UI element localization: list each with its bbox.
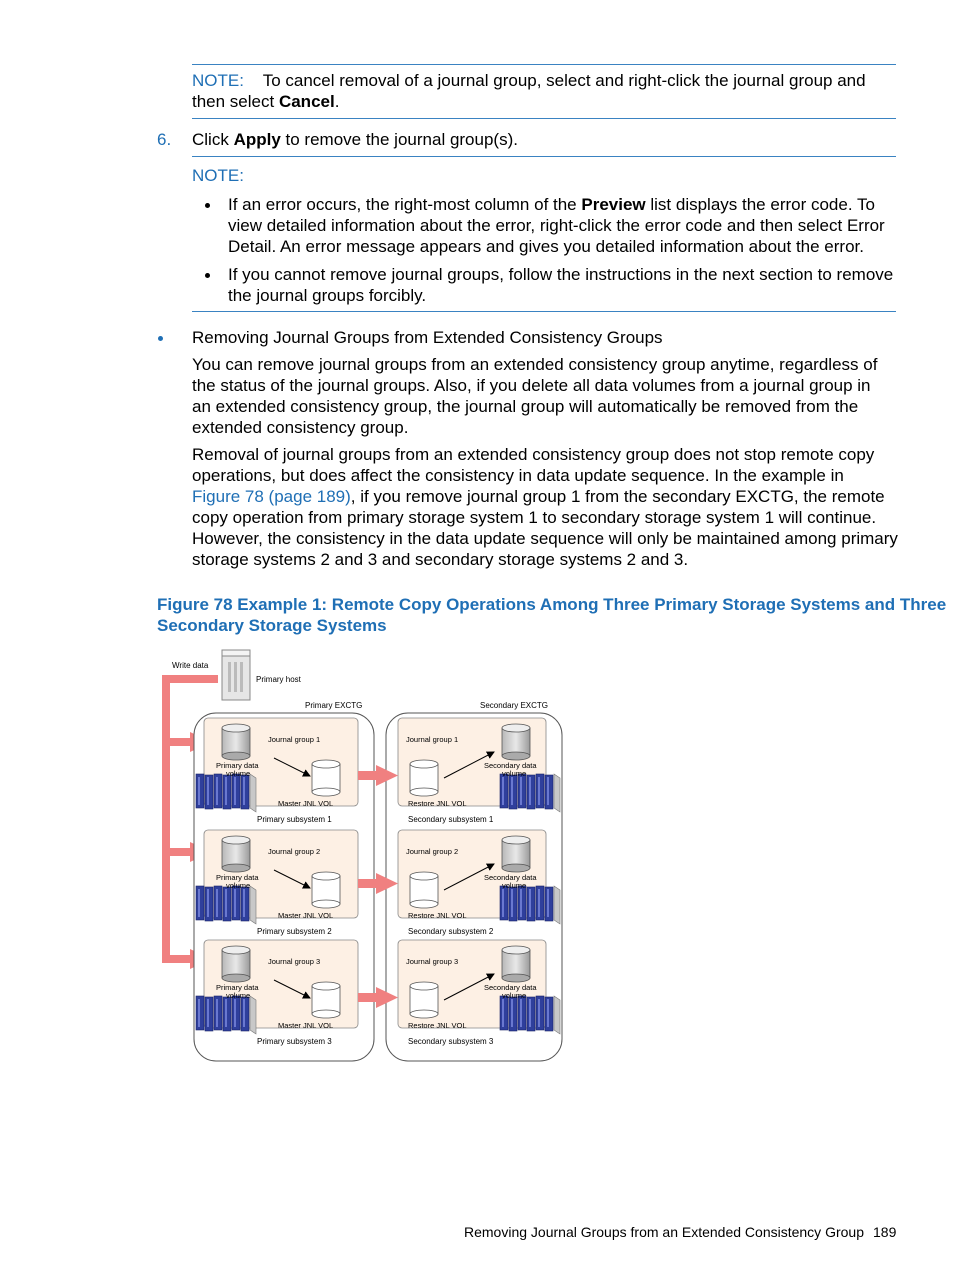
section-para2-line3	[192, 486, 885, 507]
figure-78-link[interactable]: Figure 78 (page 189)	[192, 487, 351, 506]
primary-storage-array-icon-stripe	[243, 999, 245, 1027]
secondary-storage-array-icon-stripe	[511, 777, 513, 805]
secondary-subsystem-label: Secondary subsystem 1	[408, 815, 494, 824]
primary-data-volume-icon-top	[222, 946, 250, 954]
primary-storage-array-icon	[196, 996, 256, 1034]
section-para1-line1: You can remove journal groups from an extended consistency group anytime, regardless of	[192, 355, 878, 374]
primary-storage-array-icon-stripe	[243, 777, 245, 805]
section-para2-line1: Removal of journal groups from an extended consistency group does not stop remote copy	[192, 445, 875, 464]
primary-data-volume-label: Primary data	[216, 983, 259, 992]
restore-jnl-vol-label: Restore JNL VOL	[408, 911, 467, 920]
section-para2-line2: operations, but does affect the consistency in data update sequence. In the example in	[192, 466, 844, 485]
section-bullet-dot	[158, 336, 163, 341]
secondary-storage-array-icon-stripe	[529, 889, 531, 917]
master-jnl-vol-icon-bottom	[312, 1010, 340, 1018]
note1-text: To cancel removal of a journal group, select and right-click the journal group and	[262, 71, 866, 90]
note1-line2-prefix: then select	[192, 92, 279, 111]
secondary-data-volume-label: Secondary data	[484, 873, 537, 882]
primary-data-volume-icon	[222, 724, 250, 760]
secondary-storage-array-icon-side	[554, 886, 560, 924]
figure-caption-line2: Secondary Storage Systems	[157, 616, 387, 635]
primary-storage-array-icon-stripe	[198, 999, 200, 1027]
primary-storage-array-icon-stripe	[225, 889, 227, 917]
note1-bottom-rule	[192, 118, 896, 119]
secondary-groups	[398, 718, 560, 1046]
note2-bullet1-dot	[205, 203, 210, 208]
secondary-storage-array-icon-stripe	[511, 889, 513, 917]
primary-storage-array-icon-stripe	[243, 889, 245, 917]
note2-top-rule	[192, 156, 896, 157]
restore-jnl-vol-icon	[410, 982, 438, 1018]
restore-jnl-vol-icon	[410, 872, 438, 908]
primary-storage-array-icon-stripe	[198, 777, 200, 805]
section-para2-line4: copy operation from primary storage system 1 to secondary storage system 1 will continue.	[192, 508, 877, 527]
section-para1-line3: an extended consistency group, the journal group will automatically be removed from the	[192, 397, 859, 416]
restore-jnl-vol-icon	[410, 760, 438, 796]
note2-label: NOTE:	[192, 166, 244, 185]
secondary-data-volume-icon-top	[502, 836, 530, 844]
secondary-storage-array-icon-stripe	[520, 889, 522, 917]
primary-data-volume-icon-top	[222, 724, 250, 732]
note1-line1	[192, 70, 866, 91]
secondary-data-volume-icon-bottom	[502, 752, 530, 760]
secondary-data-volume-icon	[502, 946, 530, 982]
secondary-subsystem-label: Secondary subsystem 3	[408, 1037, 494, 1046]
secondary-data-volume-label: Secondary data	[484, 983, 537, 992]
primary-data-volume-icon-bottom	[222, 974, 250, 982]
primary-subsystem-label: Primary subsystem 2	[257, 927, 332, 936]
write-data-label: Write data	[172, 661, 209, 670]
secondary-journal-group-label: Journal group 1	[406, 735, 459, 744]
note2-bullet1-line1	[228, 194, 875, 215]
secondary-storage-array-icon-stripe	[502, 999, 504, 1027]
restore-jnl-vol-label: Restore JNL VOL	[408, 1021, 467, 1030]
primary-storage-array-icon-stripe	[207, 999, 209, 1027]
secondary-subsystem-label: Secondary subsystem 2	[408, 927, 494, 936]
note1-period: .	[334, 92, 340, 111]
primary-storage-array-icon-stripe	[234, 889, 236, 917]
primary-storage-array-icon-stripe	[207, 777, 209, 805]
primary-data-volume-label: Primary data	[216, 761, 259, 770]
master-jnl-vol-label: Master JNL VOL	[278, 1021, 334, 1030]
master-jnl-vol-icon	[312, 760, 340, 796]
primary-data-volume-icon	[222, 946, 250, 982]
primary-storage-array-icon-stripe	[216, 889, 218, 917]
section-para1-line4: extended consistency group.	[192, 418, 409, 437]
primary-storage-array-icon-stripe	[216, 777, 218, 805]
figure-78-diagram	[150, 640, 570, 1070]
secondary-storage-array-icon-side	[554, 774, 560, 812]
step6-number: 6.	[157, 130, 172, 149]
note2-bullet1-suffix: list displays the error code. To	[645, 195, 875, 214]
restore-jnl-vol-icon-bottom	[410, 900, 438, 908]
section-para2-line5: However, the consistency in the data update sequence will only be maintained among primary	[192, 529, 898, 548]
step6-suffix: to remove the journal group(s).	[280, 130, 518, 149]
primary-data-volume-label-2: volume	[226, 881, 251, 890]
step6-apply-bold: Apply	[233, 130, 281, 149]
secondary-storage-array-icon-stripe	[547, 777, 549, 805]
note2-bullet2-dot	[205, 273, 210, 278]
secondary-data-volume-label-2: volume	[502, 881, 527, 890]
primary-storage-array-icon-stripe	[225, 777, 227, 805]
primary-journal-group-label: Journal group 2	[268, 847, 321, 856]
note2-preview-bold: Preview	[581, 195, 646, 214]
restore-jnl-vol-icon-top	[410, 760, 438, 768]
secondary-storage-array-icon-stripe	[547, 889, 549, 917]
primary-subsystem-label: Primary subsystem 1	[257, 815, 332, 824]
primary-data-volume-label-2: volume	[226, 769, 251, 778]
secondary-storage-array-icon-stripe	[502, 889, 504, 917]
master-jnl-vol-label: Master JNL VOL	[278, 911, 334, 920]
secondary-storage-array-icon-stripe	[529, 777, 531, 805]
master-jnl-vol-icon-top	[312, 872, 340, 880]
secondary-data-volume-label-2: volume	[502, 991, 527, 1000]
primary-journal-group-label: Journal group 1	[268, 735, 321, 744]
secondary-storage-array-icon-stripe	[511, 999, 513, 1027]
secondary-storage-array-icon-stripe	[502, 777, 504, 805]
secondary-data-volume-icon-bottom	[502, 864, 530, 872]
primary-host-label: Primary host	[256, 675, 301, 684]
master-jnl-vol-label: Master JNL VOL	[278, 799, 334, 808]
figure-caption-line1: Figure 78 Example 1: Remote Copy Operations Among Three Primary Storage Systems and Three	[157, 595, 947, 614]
primary-storage-array-icon-stripe	[216, 999, 218, 1027]
note1-top-rule	[192, 64, 896, 65]
secondary-storage-array-icon-stripe	[538, 999, 540, 1027]
step6-prefix: Click	[192, 130, 234, 149]
primary-data-volume-label-2: volume	[226, 991, 251, 1000]
primary-storage-array-icon-stripe	[198, 889, 200, 917]
master-jnl-vol-icon-bottom	[312, 788, 340, 796]
note2-bullet2-line2: the journal groups forcibly.	[228, 286, 427, 305]
master-jnl-vol-icon	[312, 982, 340, 1018]
primary-storage-array-icon-side	[250, 996, 256, 1034]
secondary-storage-array-icon-stripe	[520, 777, 522, 805]
primary-journal-group-label: Journal group 3	[268, 957, 321, 966]
step6-text	[192, 129, 518, 150]
primary-storage-array-icon	[196, 774, 256, 812]
restore-jnl-vol-icon-bottom	[410, 788, 438, 796]
section-para2-line3-rest: , if you remove journal group 1 from the secondary EXCTG, the remote	[350, 487, 885, 506]
primary-storage-array-icon-stripe	[234, 999, 236, 1027]
secondary-data-volume-icon-bottom	[502, 974, 530, 982]
section-heading: Removing Journal Groups from Extended Consistency Groups	[192, 328, 663, 347]
master-jnl-vol-icon-bottom	[312, 900, 340, 908]
note2-bullet1-line2: view detailed information about the error, right-click the error code and then select Error	[228, 216, 885, 235]
note2-bullet1-line3: Detail. An error message appears and gives you detailed information about the error.	[228, 237, 864, 256]
primary-storage-array-icon-stripe	[207, 889, 209, 917]
secondary-data-volume-label-2: volume	[502, 769, 527, 778]
primary-data-volume-label: Primary data	[216, 873, 259, 882]
primary-storage-array-icon-side	[250, 886, 256, 924]
secondary-data-volume-icon-top	[502, 724, 530, 732]
secondary-journal-group-label: Journal group 2	[406, 847, 459, 856]
secondary-storage-array-icon	[500, 886, 560, 924]
master-jnl-vol-icon-top	[312, 760, 340, 768]
secondary-storage-array-icon-stripe	[520, 999, 522, 1027]
primary-subsystem-label: Primary subsystem 3	[257, 1037, 332, 1046]
master-jnl-vol-icon	[312, 872, 340, 908]
secondary-storage-array-icon	[500, 774, 560, 812]
secondary-data-volume-icon-top	[502, 946, 530, 954]
secondary-storage-array-icon-stripe	[529, 999, 531, 1027]
secondary-data-volume-label: Secondary data	[484, 761, 537, 770]
note2-bullet2-line1: If you cannot remove journal groups, follow the instructions in the next section to remove	[228, 265, 894, 284]
secondary-data-volume-icon	[502, 836, 530, 872]
primary-data-volume-icon-bottom	[222, 752, 250, 760]
secondary-storage-array-icon-stripe	[538, 777, 540, 805]
restore-jnl-vol-label: Restore JNL VOL	[408, 799, 467, 808]
secondary-storage-array-icon-side	[554, 996, 560, 1034]
secondary-journal-group-label: Journal group 3	[406, 957, 459, 966]
primary-storage-array-icon	[196, 886, 256, 924]
primary-data-volume-icon-top	[222, 836, 250, 844]
secondary-storage-array-icon	[500, 996, 560, 1034]
primary-data-volume-icon-bottom	[222, 864, 250, 872]
primary-storage-array-icon-stripe	[225, 999, 227, 1027]
section-para2-line6: storage systems 2 and 3 and secondary storage systems 2 and 3.	[192, 550, 689, 569]
note1-line2	[192, 91, 339, 112]
primary-storage-array-icon-stripe	[234, 777, 236, 805]
primary-storage-array-icon-side	[250, 774, 256, 812]
section-para1-line2: the status of the journal groups. Also, if you delete all data volumes from a journal group in	[192, 376, 871, 395]
note1-cancel-bold: Cancel	[278, 92, 335, 111]
primary-host-server-icon	[222, 650, 250, 700]
primary-exctg-label: Primary EXCTG	[305, 701, 363, 710]
primary-groups	[196, 718, 358, 1046]
restore-jnl-vol-icon-top	[410, 982, 438, 990]
secondary-exctg-label: Secondary EXCTG	[480, 701, 549, 710]
footer-title: Removing Journal Groups from an Extended Consistency Group	[464, 1224, 864, 1240]
secondary-data-volume-icon	[502, 724, 530, 760]
primary-data-volume-icon	[222, 836, 250, 872]
restore-jnl-vol-icon-bottom	[410, 1010, 438, 1018]
note2-bottom-rule	[192, 311, 896, 312]
restore-jnl-vol-icon-top	[410, 872, 438, 880]
master-jnl-vol-icon-top	[312, 982, 340, 990]
note2-bullet1-prefix: If an error occurs, the right-most column of the	[228, 195, 582, 214]
secondary-storage-array-icon-stripe	[538, 889, 540, 917]
note1-label: NOTE:	[192, 71, 244, 90]
secondary-storage-array-icon-stripe	[547, 999, 549, 1027]
footer-page-number: 189	[873, 1224, 897, 1240]
